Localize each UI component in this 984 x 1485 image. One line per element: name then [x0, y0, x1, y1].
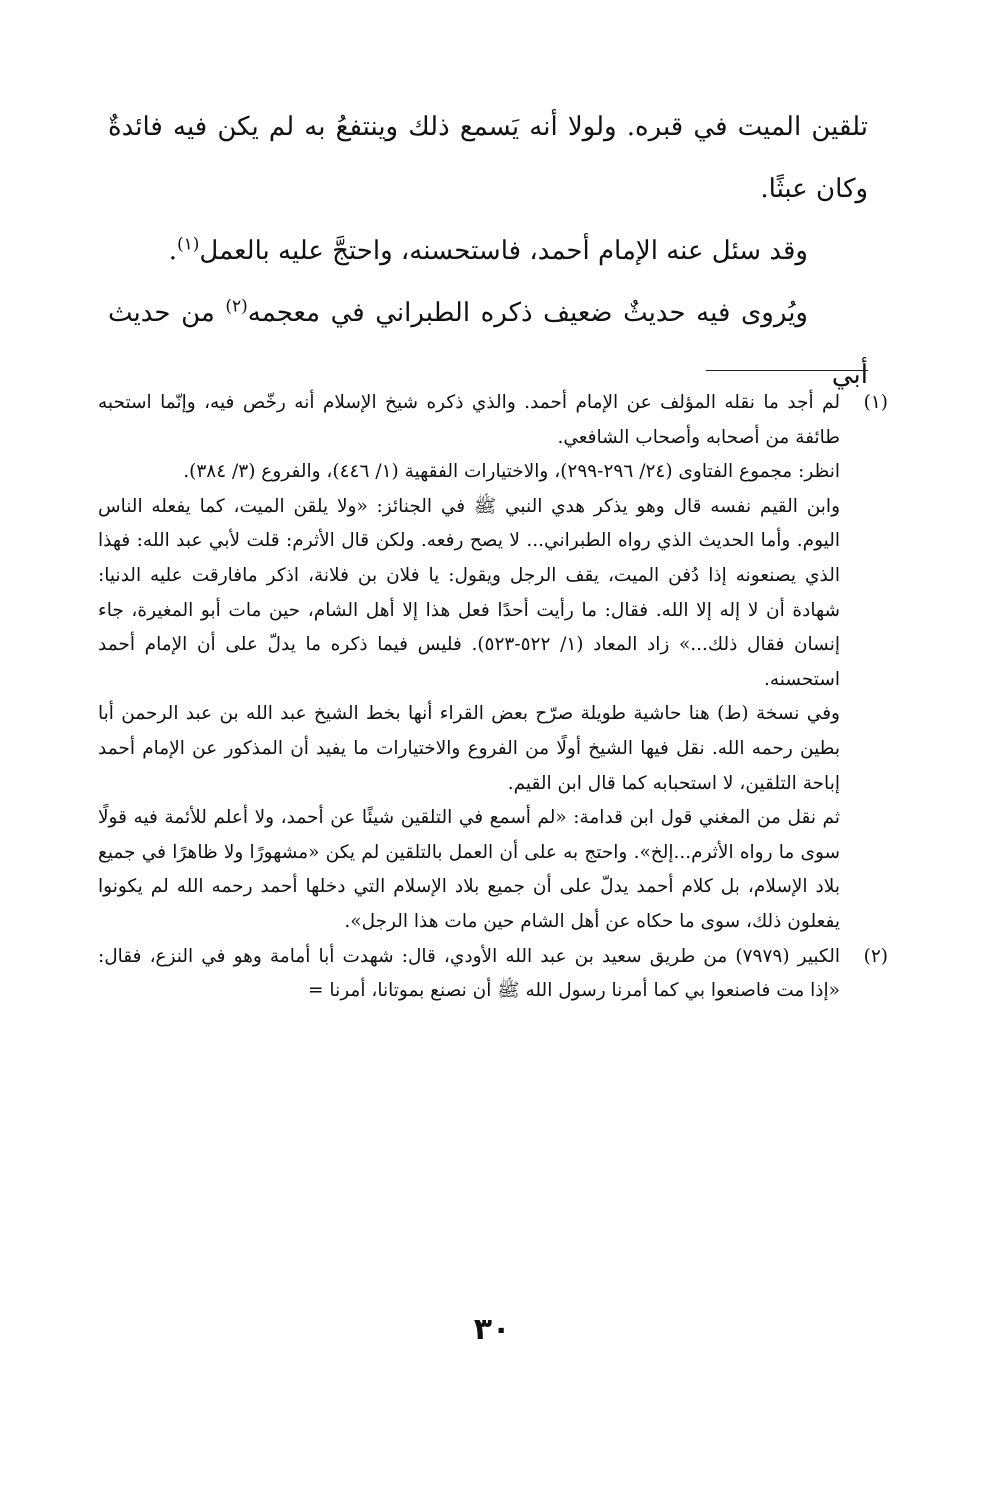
footnote-1-paragraph: انظر: مجموع الفتاوى (٢٤/ ٢٩٦-٢٩٩)، والاختيارات الفقهية (١/ ٤٤٦)، والفروع (٣/ ٣٨٤). — [183, 461, 840, 483]
main-paragraph-2 — [108, 220, 868, 282]
main-paragraph-3-text: ويُروى فيه حديثٌ ضعيف ذكره الطبراني في معجمه — [247, 298, 808, 328]
footnote-1-paragraph: لم أجد ما نقله المؤلف عن الإمام أحمد. والذي ذكره شيخ الإسلام أنه رخّص فيه، وإنّما استحبه طائفة من أصحابه وأصحاب الشافعي. — [98, 392, 840, 448]
footnote-1-paragraph: وابن القيم نفسه قال وهو يذكر هدي النبي ﷺ في الجنائز: «ولا يلقن الميت، كما يفعله الناس اليوم. وأما الحديث الذي رواه الطبراني... لا يصح رفعه. ولكن قال الأثرم: قلت لأبي عبد الله: فهذا الذي يصنعونه إذا دُفن الميت، يقف الرجل ويقول: يا فلان بن فلانة، اذكر مافارقت عليه الدنيا: شهادة أن لا إله إلا الله. فقال: ما رأيت أحدًا فعل هذا إلا أهل الشام، حين مات أبو المغيرة، جاء إنسان فقال ذلك...» زاد المعاد (١/ ٥٢٢-٥٢٣). فليس فيما ذكره ما يدلّ على أن الإمام أحمد استحسنه. — [98, 495, 840, 690]
footnote-1-paragraph: ثم نقل من المغني قول ابن قدامة: «لم أسمع في التلقين شيئًا عن أحمد، ولا أعلم للأئمة فيه قولًا سوى ما رواه الأثرم...إلخ». واحتج به على أن العمل بالتلقين لم يكن «مشهورًا ولا ظاهرًا في جميع بلاد الإسلام، بل كلام أحمد يدلّ على أن جميع بلاد الإسلام التي دخلها أحمد رحمه الله لم يكونوا يفعلون ذلك، سوى ما حكاه عن أهل الشام حين مات هذا الرجل». — [98, 807, 840, 932]
main-text — [108, 96, 868, 406]
main-paragraph-3-end: من حديث أبي — [108, 298, 868, 390]
footnote-ref-2[interactable]: (٢) — [225, 296, 248, 317]
main-paragraph-2-text: وقد سئل عنه الإمام أحمد، فاستحسنه، واحتجَّ عليه بالعمل — [199, 236, 808, 266]
footnote-2-paragraph: الكبير (٧٩٧٩) من طريق سعيد بن عبد الله الأودي، قال: شهدت أبا أمامة وهو في النزع، فقال: «إذا مت فاصنعوا بي كما أمرنا رسول الله ﷺ أن نصنع بموتانا، أمرنا = — [98, 945, 840, 1002]
footnote-1-paragraph: وفي نسخة (ط) هنا حاشية طويلة صرّح بعض القراء أنها بخط الشيخ عبد الله بن عبد الرحمن أبا بطين رحمه الله. نقل فيها الشيخ أولًا من الفروع والاختيارات ما يفيد أن المذكور عن الإمام أحمد إباحة التلقين، لا استحبابه كما قال ابن القيم. — [98, 703, 840, 794]
footnote-2-number: (٢) — [863, 945, 888, 967]
main-paragraph-1-text: تلقين الميت في قبره. ولولا أنه يَسمع ذلك وينتفعُ به لم يكن فيه فائدةٌ وكان عبثًا. — [108, 112, 868, 204]
footnote-2 — [98, 940, 888, 1009]
footnote-separator — [706, 370, 868, 371]
footnotes — [98, 386, 888, 1009]
footnote-ref-1[interactable]: (١) — [176, 234, 200, 255]
main-paragraph-2-end: . — [168, 236, 177, 266]
footnote-1-number: (١) — [863, 392, 888, 413]
main-paragraph-1 — [108, 96, 868, 220]
footnote-1 — [98, 386, 888, 940]
page-number: ٣٠ — [473, 1312, 511, 1347]
